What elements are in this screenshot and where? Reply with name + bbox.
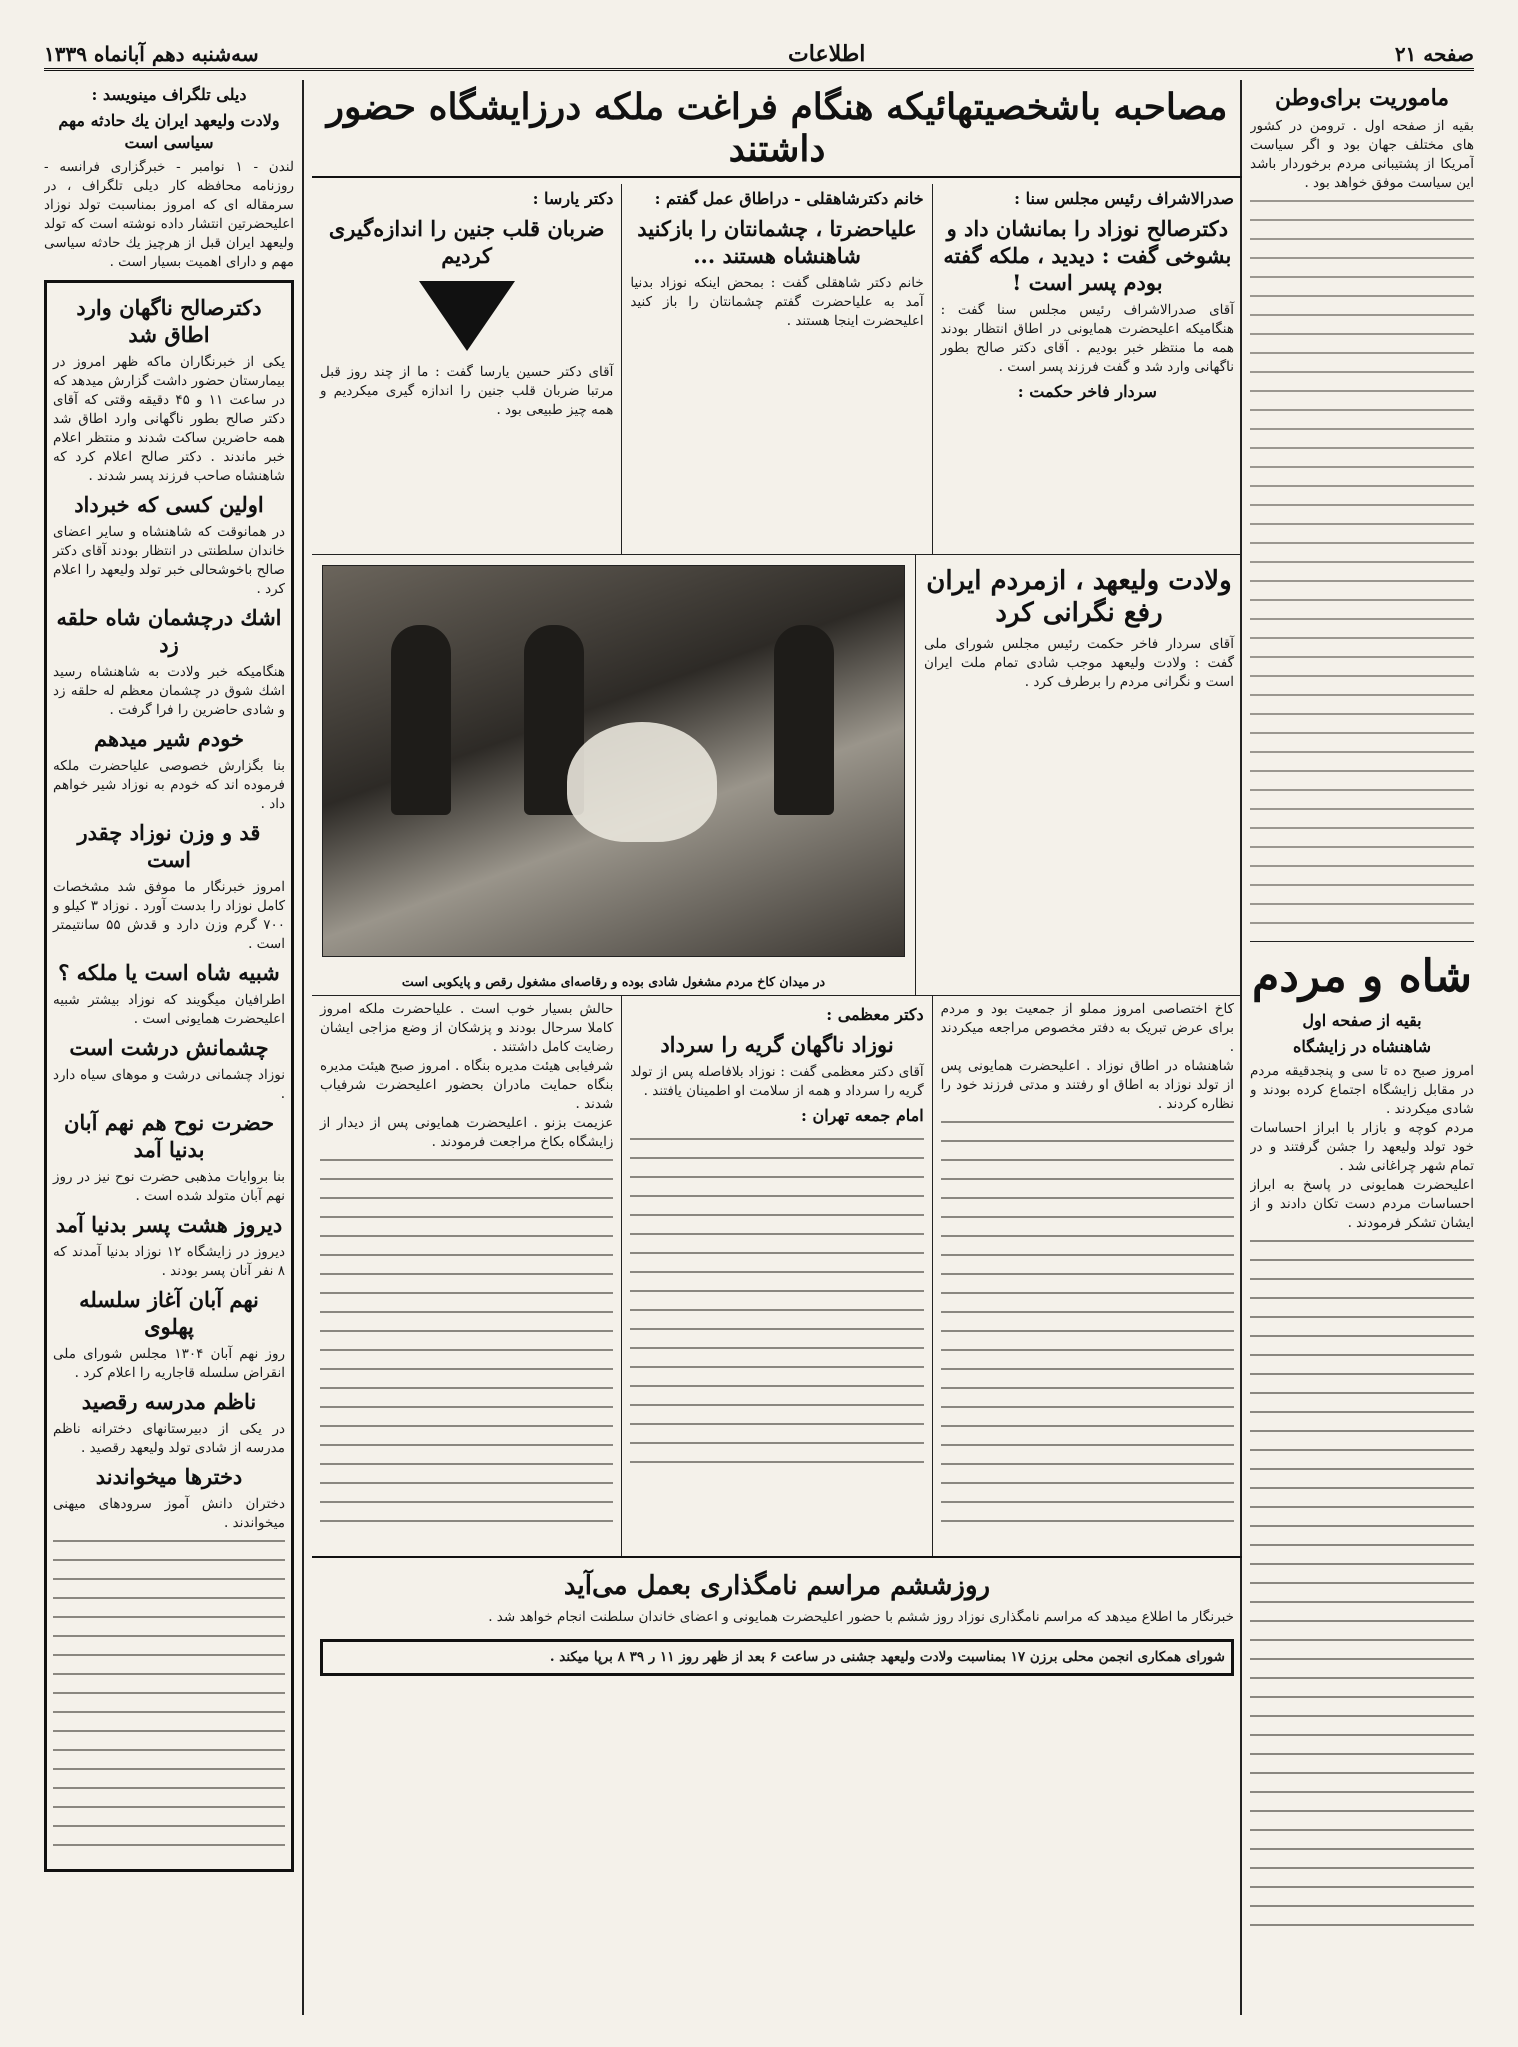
article-text: آقای سردار فاخر حکمت رئیس مجلس شورای ملی گفت : ولادت ولیعهد موجب شادی تمام ملت ایران است و نگرانی مردم را برطرف کرد . [924,636,1234,690]
photo-area [312,555,915,995]
article-headline: روزششم مراسم نامگذاری بعمل می‌آید [563,1571,991,1601]
item-title: شبیه شاه است یا ملکه ؟ [58,960,280,985]
article-text: کاخ اختصاصی امروز مملو از جمعیت بود و مردم برای عرض تبریک به دفتر مخصوص مراجعه میکردند . [940,1001,1234,1055]
right-column [1250,80,1474,2015]
photo-row [312,554,1242,995]
item-title: قد و وزن نوزاد چقدر است [77,820,261,872]
page-header [44,40,1474,71]
item-title: حضرت نوح هم نهم آبان بدنیا آمد [63,1110,275,1162]
triangle-graphic [419,281,515,351]
interview-speaker: خانم دکترشاهقلی - دراطاق عمل گفتم : [654,189,924,208]
article-block [915,555,1242,995]
item-title: اولین کسی که خبرداد [74,492,264,517]
lower-col-left [312,996,621,1556]
article-text-continued [1250,193,1474,933]
article-text: لندن - ۱ نوامبر - خبرگزاری فرانسه - روزنامه محافظه کار دیلی تلگراف ، در سرمقاله ای که امروز بمناسبت تولد نوزاد اعلیحضرتین انتشار داده نوشته است که تولد ولیعهد ایران قبل از هرچیز یك حادثه سیاسی مهم و دارای اهمیت بسیار است . [44,159,294,270]
article-subtitle-2: شاهنشاه در زایشگاه [1292,1037,1432,1056]
article-kicker: دیلی تلگراف مینویسد : [91,85,247,104]
box-title: دکترصالح ناگهان وارد اطاق شد [76,295,262,347]
text-block [1250,1233,1474,1933]
interview-left [312,184,621,554]
article-headline: نوزاد ناگهان گریه را سرداد [660,1032,894,1057]
interview-middle [621,184,931,554]
article-text: خبرنگار ما اطلاع میدهد که مراسم نامگذاری نوزاد روز ششم با حضور اعلیحضرت همایونی و اعضای خاندان سلطنت انجام خواهد شد . [488,1609,1234,1625]
article-title: ولادت ولیعهد ایران یك حادثه مهم سیاسی است [58,111,280,152]
interview-headline: دکترصالح نوزاد را بمانشان داد و بشوخی گفت : دیدید ، ملکه گفته بودم پسر است ! [943,216,1232,295]
notice-text: شورای همکاری انجمن محلی برزن ۱۷ بمناسبت ولادت ولیعهد جشنی در ساعت ۶ بعد از ظهر روز ۱۱ ر ۳۹ ۸ برپا میکند . [549,1649,1225,1665]
interview-text: آقای صدرالاشراف رئیس مجلس سنا گفت : هنگامیکه اعلیحضرت همایونی در اطاق انتظار بودند همه ما منتظر خبر بودیم . آقای دکتر صالح بطور ناگهانی وارد شد و گفت فرزند پسر است . [940,302,1234,375]
celebration-photo [322,565,905,957]
interview-text: خانم دکتر شاهقلی گفت : بمحض اینکه نوزاد بدنیا آمد به علیاحضرت گفتم چشمانتان را باز کنید اعلیحضرت اینجا هستند . [630,275,924,329]
page-number: صفحه ۲۱ [1394,42,1474,66]
item-title: خودم شیر میدهم [94,726,244,751]
article-subtitle: بقیه از صفحه اول [1302,1011,1422,1030]
item-text: بنا بگزارش خصوصی علیاحضرت ملکه فرموده اند که خودم به نوزاد شیر خواهم داد . [53,758,285,812]
left-column [44,80,294,2015]
text-block [630,1131,923,1471]
issue-date: سه‌شنبه دهم آبانماه ۱۳۳۹ [44,42,259,66]
item-text: در همانوقت که شاهنشاه و سایر اعضای خاندان سلطنتی در انتظار بودند آقای دکتر صالح باخوشحالی خبر تولد ولیعهد را اعلام کرد . [53,524,285,597]
interview-right [932,184,1242,554]
item-text: دختران دانش آموز سرودهای میهنی میخواندند . [53,1496,285,1531]
item-text: بنا بروایات مذهبی حضرت نوح نیز در روز نهم آبان متولد شده است . [53,1169,285,1204]
interview-speaker: سردار فاخر حکمت : [1017,382,1157,401]
article-text: عزیمت بزنو . اعلیحضرت همایونی پس از دیدار از زایشگاه بکاخ مراجعت فرمودند . [320,1115,614,1150]
item-text: اطرافیان میگویند که نوزاد بیشتر شبیه اعلیحضرت همایونی است . [53,992,285,1027]
item-title: دخترها میخواندند [95,1464,243,1489]
interview-row [312,184,1242,554]
article-title: ماموریت برای‌وطن [1274,85,1450,111]
interview-speaker: صدرالاشراف رئیس مجلس سنا : [1014,189,1234,208]
item-title: اشك درچشمان شاه حلقه زد [56,605,282,657]
lower-row [312,995,1242,1556]
center-block [312,80,1242,2015]
item-text: دیروز در زایشگاه ۱۲ نوزاد بدنیا آمدند که ۸ نفر آنان پسر بودند . [53,1244,286,1279]
text-block [320,1152,613,1532]
article-text: بقیه از صفحه اول . ترومن در کشور های مختلف جهان بود و اگر سیاست آمریکا از پشتیبانی مردم برخوردار باشد این سیاست موفق خواهد بود . [1250,118,1474,191]
item-title: نهم آبان آغاز سلسله پهلوی [79,1287,259,1339]
article-text: مردم کوچه و بازار با ابراز احساسات خود تولد ولیعهد را جشن گرفتند و در تمام شهر چراغانی شد . [1250,1120,1474,1174]
item-title: ناظم مدرسه رقصید [81,1389,257,1414]
notice-box [320,1639,1234,1676]
interview-text: آقای دکتر حسین یارسا گفت : ما از چند روز قبل مرتبا ضربان قلب جنین را اندازه گیری میکردیم و همه چیز طبیعی بود . [320,364,614,418]
interview-headline: ضربان قلب جنین را اندازه‌گیری کردیم [328,216,605,268]
item-text: نوزاد چشمانی درشت و موهای سیاه دارد . [53,1067,285,1102]
divider [1250,941,1474,942]
item-title: چشمانش درشت است [69,1035,269,1060]
paper-name: اطلاعات [788,41,866,67]
item-text: امروز خبرنگار ما موفق شد مشخصات کامل نوزاد را بدست آورد . نوزاد ۳ کیلو و ۷۰۰ گرم وزن دارد و قدش ۵۵ سانتیمتر است . [53,879,285,952]
text-block [941,1114,1234,1534]
article-headline: ولادت ولیعهد ، ازمردم ایران رفع نگرانی کرد [926,566,1232,628]
article-speaker: امام جمعه تهران : [800,1106,924,1125]
column-rule [302,80,304,2015]
article-text: حالش بسیار خوب است . علیاحضرت ملکه امروز کاملا سرحال بودند و پزشکان از وضع مزاجی ایشان رضایت کامل داشتند . [320,1001,614,1055]
article-text: شاهنشاه در اطاق نوزاد . اعلیحضرت همایونی پس از تولد نوزاد به اطاق او رفتند و مدتی فرزند خود را نظاره کردند . [940,1058,1234,1112]
photo-caption: در میدان کاخ مردم مشغول شادی بوده و رقاصه‌ای مشغول رقص و پایکوبی است [401,974,826,989]
text-block [53,1533,285,1863]
article-text: شرفیابی هیئت مدیره بنگاه . امروز صبح هیئت مدیره بنگاه حمایت مادران بحضور اعلیحضرت شرفیاب شدند . [320,1058,614,1112]
article-text: آقای دکتر معظمی گفت : نوزاد بلافاصله پس از تولد گریه را سرداد و همه از سلامت او اطمینان یافتند . [630,1064,924,1099]
section-title: شاه و مردم [1252,951,1472,1002]
lower-col-right [932,996,1242,1556]
item-text: در یکی از دبیرستانهای دخترانه ناظم مدرسه از شادی تولد ولیعهد رقصید . [53,1421,285,1456]
main-banner-headline: مصاحبه باشخصیتهائیکه هنگام فراغت ملکه درزایشگاه حضور داشتند [312,86,1242,178]
item-text: روز نهم آبان ۱۳۰۴ مجلس شورای ملی انقراض سلسله قاجاریه را اعلام کرد . [53,1346,285,1381]
item-text: هنگامیکه خبر ولادت به شاهنشاه رسید اشك شوق در چشمان معظم له حلقه زد و شادی حاضرین را فرا گرفت . [53,664,285,718]
interview-speaker: دکتر یارسا : [532,189,614,208]
interview-headline: علیاحضرتا ، چشمانتان را بازکنید شاهنشاه هستند ... [637,216,917,268]
article-text: امروز صبح ده تا سی و پنجدقیقه مردم در مقابل زایشگاه اجتماع کرده بودند و شادی میکردند . [1250,1063,1474,1117]
box-text: یکی از خبرنگاران ماکه ظهر امروز در بیمارستان حضور داشت گزارش میدهد که در ساعت ۱۱ و ۴۵ دقیقه وقتی که آقای دکتر صالح بطور ناگهانی وارد اطاق شد همه حاضرین ساکت شدند و منتظر اعلام خبر ماندند . دکتر صالح اعلام کرد که شاهنشاه صاحب فرزند پسر شدند . [53,354,285,484]
lower-col-mid [621,996,931,1556]
article-speaker: دکتر معظمی : [826,1005,924,1024]
naming-block [312,1556,1242,1633]
article-text: اعلیحضرت همایونی در پاسخ به ابراز احساسات مردم دست تکان دادند و از ایشان تشکر فرمودند . [1250,1177,1474,1231]
boxed-article [44,280,294,1872]
item-title: دیروز هشت پسر بدنیا آمد [55,1212,283,1237]
